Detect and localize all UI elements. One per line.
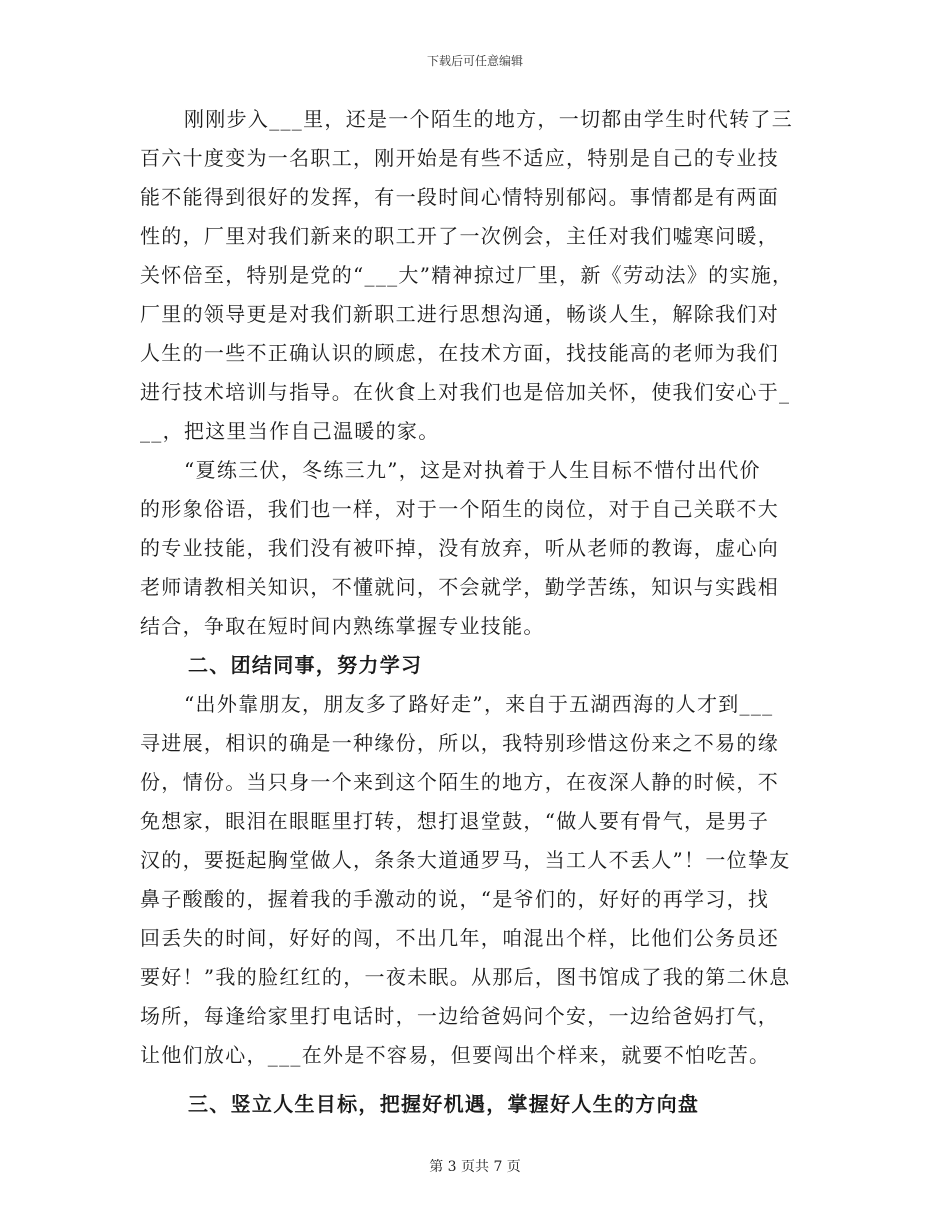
section-heading: 二、团结同事，努力学习 [188, 653, 423, 677]
text-line: “出外靠朋友，朋友多了路好走”，来自于五湖西海的人才到___ [184, 692, 774, 716]
text-line: 让他们放心，___在外是不容易，但要闯出个样来，就要不怕吃苦。 [140, 1043, 771, 1067]
text-line: 百六十度变为一名职工，刚开始是有些不适应，特别是自己的专业技 [140, 146, 779, 170]
document-body [140, 100, 820, 1124]
text-line: 厂里的领导更是对我们新职工进行思想沟通，畅谈人生，解除我们对 [140, 302, 779, 326]
text-line: 能不能得到很好的发挥，有一段时间心情特别郁闷。事情都是有两面 [140, 185, 779, 209]
text-line: 要好！”我的脸红红的，一夜未眠。从那后，图书馆成了我的第二休息 [140, 965, 791, 989]
text-line: __，把这里当作自己温暖的家。 [140, 419, 440, 443]
text-line: 免想家，眼泪在眼眶里打转，想打退堂鼓，“做人要有骨气，是男子 [140, 809, 770, 833]
text-line: 回丢失的时间，好好的闯，不出几年，咱混出个样，比他们公务员还 [140, 926, 779, 950]
paragraph-2 [140, 451, 820, 646]
paragraph-3 [140, 685, 820, 1075]
text-line: 进行技术培训与指导。在伙食上对我们也是倍加关怀，使我们安心于_ [140, 380, 791, 404]
text-line: 寻进展，相识的确是一种缘份，所以，我特别珍惜这份来之不易的缘 [140, 731, 779, 755]
text-line: 人生的一些不正确认识的顾虑，在技术方面，找技能高的老师为我们 [140, 341, 779, 365]
page-header: 下载后可任意编辑 [426, 54, 523, 68]
text-line: 老师请教相关知识，不懂就问，不会就学，勤学苦练，知识与实践相 [140, 575, 779, 599]
paragraph-1 [140, 100, 820, 451]
text-line: 结合，争取在短时间内熟练掌握专业技能。 [140, 614, 545, 638]
text-line: 场所，每逢给家里打电话时，一边给爸妈问个安，一边给爸妈打气， [140, 1004, 779, 1028]
text-line: 性的，厂里对我们新来的职工开了一次例会，主任对我们嘘寒问暖， [140, 224, 779, 248]
text-line: 的专业技能，我们没有被吓掉，没有放弃，听从老师的教诲，虚心向 [140, 536, 779, 560]
text-line: “夏练三伏，冬练三九”，这是对执着于人生目标不惜付出代价 [184, 458, 761, 482]
text-line: 份，情份。当只身一个来到这个陌生的地方，在夜深人静的时候，不 [140, 770, 779, 794]
text-line: 鼻子酸酸的，握着我的手激动的说，“是爷们的，好好的再学习，找 [140, 887, 770, 911]
text-line: 的形象俗语，我们也一样，对于一个陌生的岗位，对于自己关联不大 [140, 497, 779, 521]
text-line: 汉的，要挺起胸堂做人，条条大道通罗马，当工人不丢人”！一位挚友 [140, 848, 791, 872]
text-line: 刚刚步入___里，还是一个陌生的地方，一切都由学生时代转了三 [184, 107, 793, 131]
page-footer: 第 3 页共 7 页 [429, 1159, 521, 1175]
text-line: 关怀倍至，特别是党的“___大”精神掠过厂里，新《劳动法》的实施， [140, 263, 794, 287]
section-heading: 三、竖立人生目标，把握好机遇，掌握好人生的方向盘 [188, 1092, 700, 1116]
